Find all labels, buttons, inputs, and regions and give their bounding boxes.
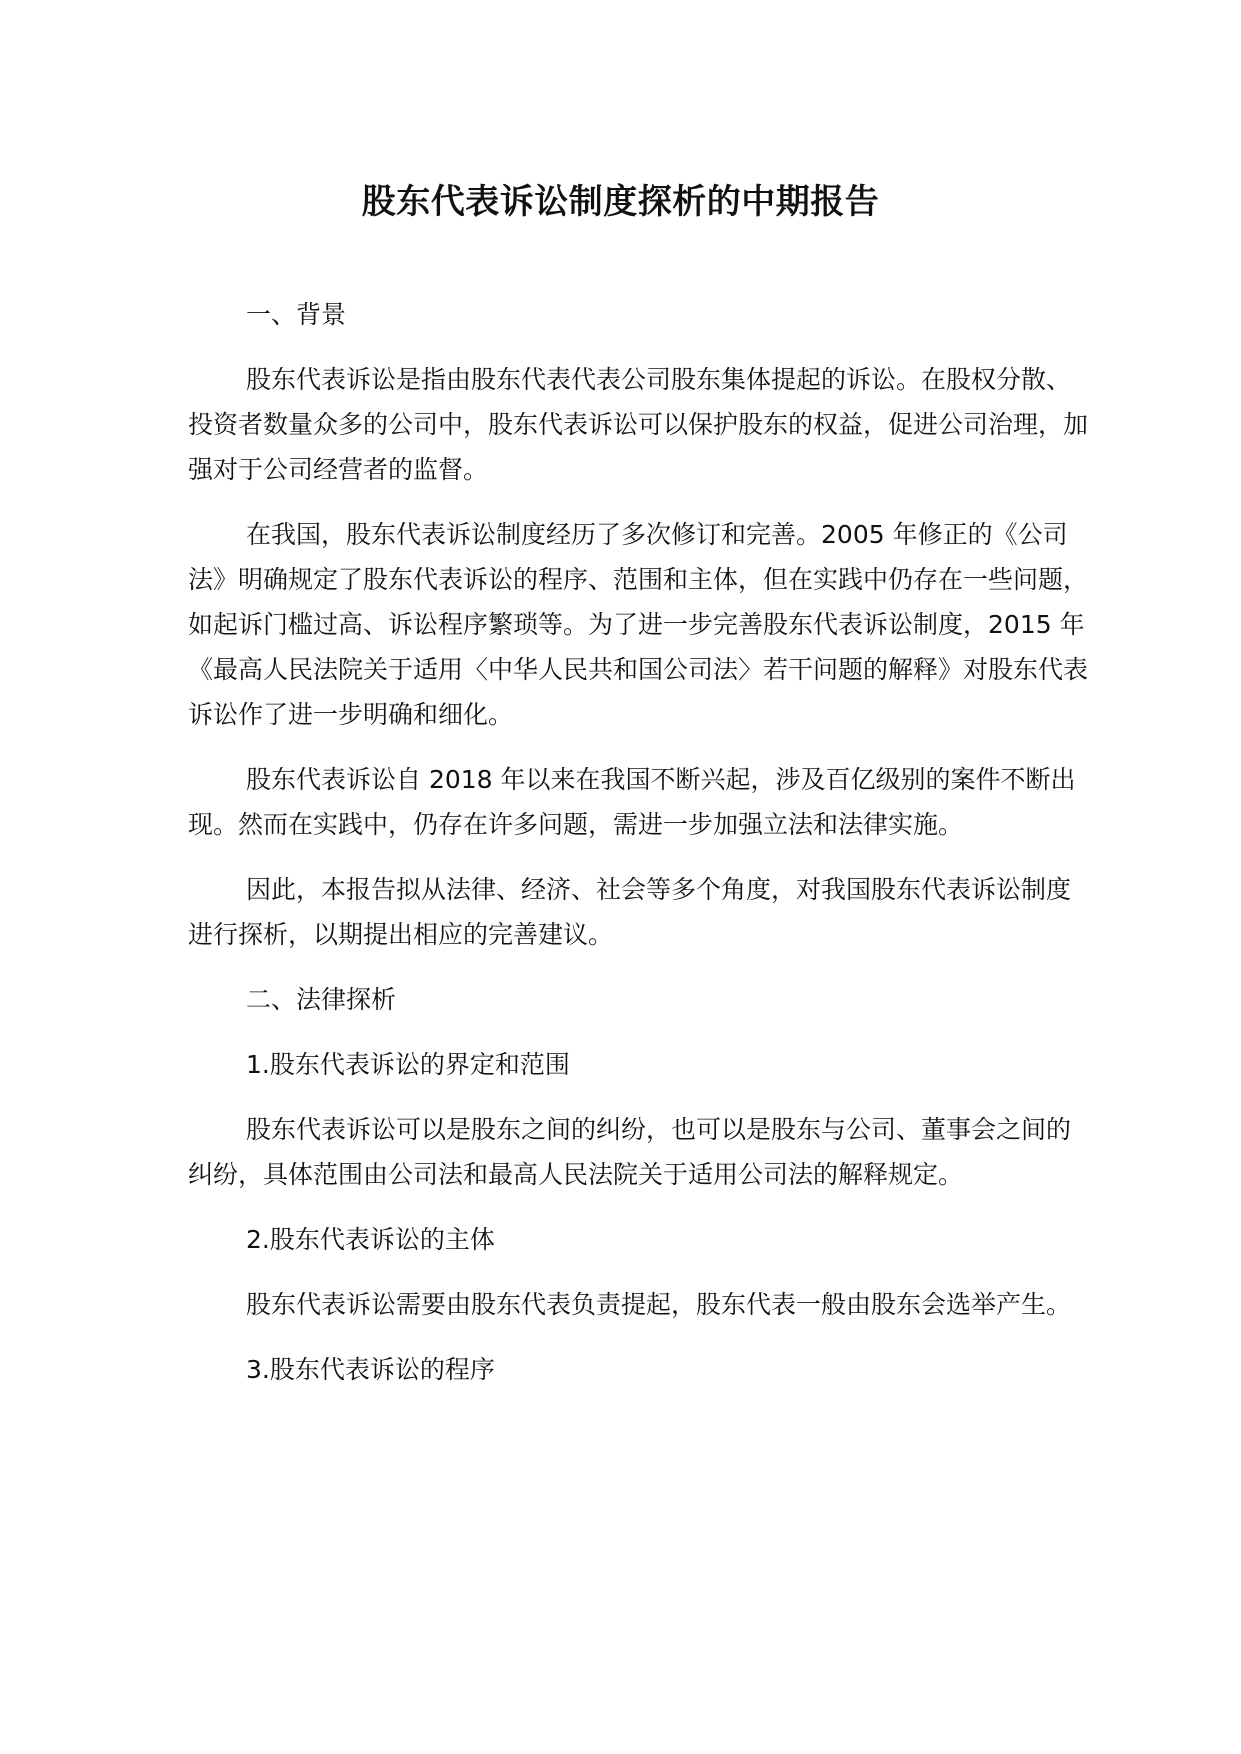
paragraph-subject: 股东代表诉讼需要由股东代表负责提起，股东代表一般由股东会选举产生。 (246, 1290, 1072, 1319)
paragraph-history: 在我国，股东代表诉讼制度经历了多次修订和完善。2005 年修正的《公司法》明确规定了股东代表诉讼的程序、范围和主体，但在实践中仍存在一些问题，如起诉门槛过高、诉讼程序繁琐等。为了进一步完善股东代表诉讼制度，2015 年《最高人民法院关于适用〈中华人民共和国公司法〉若干问题的解释》对股东代表诉讼作了进一步明确和细化。 (188, 520, 1089, 729)
document-body (188, 292, 1088, 1392)
paragraph-report-purpose: 因此，本报告拟从法律、经济、社会等多个角度，对我国股东代表诉讼制度进行探析，以期提出相应的完善建议。 (188, 875, 1072, 949)
document-title: 股东代表诉讼制度探析的中期报告 (361, 182, 880, 222)
section-heading-legal-analysis: 二、法律探析 (246, 985, 397, 1014)
paragraph-recent-trends: 股东代表诉讼自 2018 年以来在我国不断兴起，涉及百亿级别的案件不断出现。然而在实践中，仍存在许多问题，需进一步加强立法和法律实施。 (188, 765, 1076, 839)
paragraph-definition: 股东代表诉讼是指由股东代表代表公司股东集体提起的诉讼。在股权分散、投资者数量众多的公司中，股东代表诉讼可以保护股东的权益，促进公司治理，加强对于公司经营者的监督。 (188, 365, 1089, 484)
section-heading-background: 一、背景 (246, 300, 347, 329)
subheading-subject: 2.股东代表诉讼的主体 (246, 1225, 495, 1254)
subheading-procedure: 3.股东代表诉讼的程序 (246, 1355, 495, 1384)
subheading-definition-scope: 1.股东代表诉讼的界定和范围 (246, 1050, 570, 1079)
paragraph-scope: 股东代表诉讼可以是股东之间的纠纷，也可以是股东与公司、董事会之间的纠纷，具体范围由公司法和最高人民法院关于适用公司法的解释规定。 (188, 1115, 1072, 1189)
